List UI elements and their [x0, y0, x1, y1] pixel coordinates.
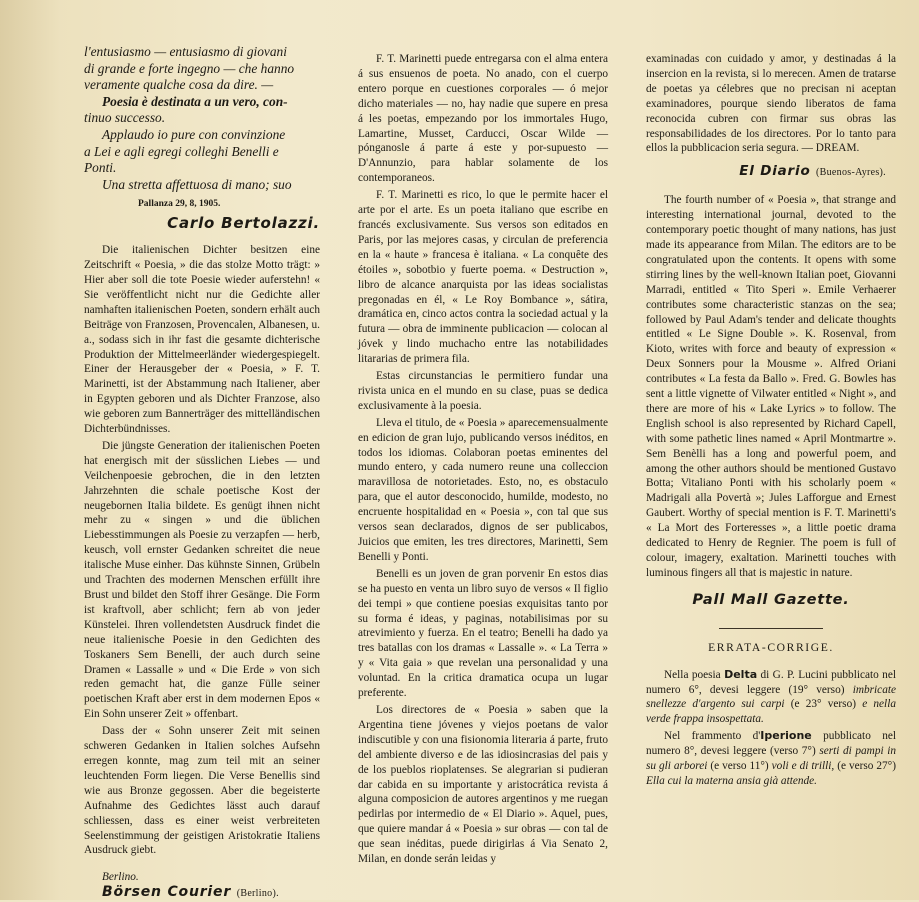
errata-correction: serti di pampi in su gli arborei [646, 745, 896, 773]
errata-correction: voli e di trilli, [771, 760, 835, 773]
errata-text: Nel frammento d' [664, 730, 761, 743]
errata-correction: imbricate snellezze d'argento sui carpi [646, 683, 896, 711]
german-paragraph: Dass der « Sohn unserer Zeit mit seinen schweren Gedanken in Italien solches Aufsehn erregen konnte, mag zum teil mit an seiner leuchtenden Form liegen. Die Verse Benellis sind wie aus Bronze gegossen. Aber die begeisterte Aufnahme des Gedichtes lässt auch darauf schliessen, dass es einer weist verbreiteten Seelenstimmung der geistigen Aristokratie Italiens Ausdruck giebt. [84, 725, 320, 857]
german-paragraph: Die jüngste Generation der italienischen Poeten hat energisch mit der süsslichen Liebes — und Veilchenpoesie gebrochen, die in den letzten Jahrzehnten die schale poetische Kost der neugebornen Italia bildete. Es genügt ihnen nicht mehr zu « singen » und die üblichen Liebesstimmungen als Poesie zu verzapfen — herb, keusch, voll ernster Gedanken schreitet die neue italische Muse einher. Das kühnste Sinnen, Grübeln und Trachten des modernen Menschen erfüllt ihre Brust und bildet den Stoff ihrer Gesänge. Die Form ist kraftvoll, aber schlicht; fern ab von jeder Künstelei. Ihren vollendetsten Ausdruck findet die neue italienische Poesie in den Gedichten des Toskaners Sem Benelli, der auch durch seine Dramen « Lassalle » und « Die Erde » von sich reden gemacht hat, die ganze Fülle seiner poetischen Kraft aber erst in dem modernen Epos « Ein Sohn unserer Zeit » offenbart. [84, 439, 320, 721]
source-place-berlino: Berlino. [102, 871, 139, 884]
poem-line: Applaudo io pure con convinzione [102, 126, 286, 142]
divider [719, 628, 823, 629]
errata-poem-title: Delta [724, 667, 758, 681]
poem-line: tinuo successo. [84, 110, 166, 126]
spanish-paragraph: F. T. Marinetti es rico, lo que le permite hacer el arte por el arte. Es un poeta italiano que escribe en francés exclusivamente. Sus versos son editados en Paris, por las mejores casas, y circulan de preferencia en la « haute » francesa è italiana. « La conquête des étoiles », sobotbio y fuerte poema. « Destruction », libro de alcance anarquista por las ideas socialistas pregonadas en él, « Le Roy Bombance », sátira, dramática en, cinco actos contra la sociedad actual y la futura — obra de imminente publicacion — colocan al jóvek y lindo muchacho entre las notabilidades litararias de primera fila. [358, 189, 608, 366]
errata-text: di G. P. Lucini pubblicato nel numero 6°, devesi leggere (19° verso) [646, 668, 896, 696]
spanish-paragraph: Los directores de « Poesia » saben que la Argentina tiene jóvenes y viejos poetans de valor indiscutible y con una fisionomia literaria á parte, fruto del ambiente diverso e de las idiosincrasias del pais y de los pueblos rioplatenses. Se alegrarian si pudieran dar cabida en su importante y aristocrática revista á alguna composicion de autores argentinos y me ruegan pedirlas por intermedio de « El Diario ». Aquel, pues, que quiere mandar á « Poesia » sur obras — con tal de que sean inéditas, puede dirigirlas á Via Senato 2, Milan, en donde serán leidas y [358, 703, 608, 866]
page-fold-shadow [0, 0, 60, 900]
spanish-paragraph: Estas circunstancias le permitiero fundar una rivista unica en el mundo en su clase, puas se dedica exclusivamente à la poesia. [358, 370, 608, 412]
column-left [84, 44, 320, 901]
errata-text: pubblicato nel numero 8°, devesi leggere (verso 7°) [646, 730, 897, 758]
column-middle [358, 52, 608, 888]
errata-item [646, 729, 896, 789]
dateline: Pallanza 29, 8, 1905. [138, 199, 221, 210]
spanish-paragraph: Benelli es un joven de gran porvenir En estos dias se ha puesto en venta un libro suyo de versos « Il figlio dei tempi » que contiene poesias exquisitas tanto por su forma é ideas, y paginas, notabilisimas por su atrevimiento y fuerza. En el teatro; Benelli ha dado ya tres batallas con los dramas « Lassalle ». « La Terra » y « Vita gaia » que revelan una personalidad y una voluntad. En la critica dramatica ocupa un lugar preferente. [358, 567, 608, 700]
spanish-paragraph: F. T. Marinetti puede entregarsa con el alma entera á sus ensuenos de poeta. No anado, con el cuerpo entero porque en cuestiones corporales — ó mejor dicho materiales — no, hay nadie que supere en presa á les poetas, empezando por los immortales Hugo, Lamartine, Musset, Carducci, Oscar Wilde — pónganosle á parte á este y por-supuesto — D'Annunzio, para hablar solamente de los contemporaneos. [358, 53, 608, 185]
poem-line: veramente qualche cosa da dire. — [84, 77, 274, 93]
errata-item [646, 668, 896, 728]
errata-text: (e verso 27°) [837, 760, 896, 773]
spanish-paragraph-continued: examinadas con cuidado y amor, y destinadas á la insercion en la revista, si lo merecen. Amen de tratarse de poetas ya célebres que no precisan ni aceptan examinadores, pourque siendo liberatos de fama reconocida cubren con firmar sus obras las responsabilidades de los directores. Por lo tanto para ellos la pubblicacion seria segura. — DREAM. [646, 53, 896, 155]
poem-line: a Lei e agli egregi colleghi Benelli e [84, 143, 279, 159]
poem-line: di grande e forte ingegno — che hanno [84, 60, 295, 76]
source-name: Börsen Courier [102, 884, 232, 901]
source-pall-mall-gazette: Pall Mall Gazette. [692, 591, 850, 608]
source-place: (Buenos-Ayres). [816, 167, 886, 179]
source-name: El Diario [739, 163, 811, 180]
errata-heading: ERRATA-CORRIGE. [708, 640, 834, 654]
poem-line: Ponti. [84, 160, 117, 176]
english-paragraph: The fourth number of « Poesia », that strange and interesting international journal, devoted to the contemporary poetic thought of many nations, has just made its appearance from Milan. The editors are to be congratulated upon the contents. It opens with some stirring lines by the well-known Italian poet, Giovanni Marradi, entitled « Tito Speri ». Emile Verhaerer contributes some characteristic stanzas on the sea; followed by Paul Adam's tender and delicate thoughts entitled « Le Signe Double ». K. Rosenval, from Kioto, writes with force and beauty of expression « Deux Sonners pour la Mousme ». Alfred Oriani contributes « La festa da Ballo ». Fred. G. Bowles has sent a little vignette of Vilwater entitled « Night », and there are more of his « Lake Lyrics » to follow. The English school is also represented by Richard Capell, with some pathetic lines named « April Montmartre ». Sem Benèlli has a long and powerful poem, and among the other authors should be mentioned Gustavo Botta; Vitaliano Ponti with his scholarly poem « Madrigali alla Povertà »; Jules Lafforgue and Ernest Gaubert. Worthy of special mention is F. T. Marinetti's « La Mort des Forteresses », a little poetic drama dedicated to Henry de Regnier. The poem is full of colour, imagery, exaltation. Marinetti touches with luminous fingers all that is majestic in nature. [646, 194, 896, 579]
signature-bertolazzi: Carlo Bertolazzi. [167, 214, 320, 233]
german-paragraph: Die italienischen Dichter besitzen eine Zeitschrift « Poesia, » die das stolze Motto trägt: » Hier aber soll die tote Poesie wieder auferstehn! « Sie veröffentlicht nicht nur die Gedichte aller namhaften italienischen Poeten, sondern erhält auch Beiträge von Franzosen, Provencalen, Albanesen, u. a., sodass sich in ihr fast die gesamte dichterische Produktion der Mittelmeerländer wiedergespiegelt. Einer der Herausgeber der « Poesia, » F. T. Marinetti, ist der Abstammung nach Italiener, aber in Egypten geboren und als Dichter Franzose, also wie geboren zum Bannerträger des mittelländischen Dichterbündnisses. [84, 244, 320, 436]
poem-line: Poesia è destinata a un vero, con- [102, 93, 288, 109]
poem-line: Una stretta affettuosa di mano; suo [102, 176, 292, 192]
poem-line: l'entusiasmo — entusiasmo di giovani [84, 44, 287, 59]
column-right [646, 52, 896, 888]
errata-text: (e verso 11°) [710, 760, 769, 773]
errata-poem-title: Iperione [760, 729, 812, 743]
errata-correction: e nella verde frappa insospettata. [646, 698, 896, 726]
spanish-paragraph: Lleva el titulo, de « Poesia » aparecemensualmente en edicion de gran lujo, publicando versos inéditos, en todos los idiomas. Colaboran poetas eminentes del mundo entero, y cada numero reune una colleccion maravillosa de notorietades. Esto, no, es obstaculo para, que el autor desconocido, humilde, modesto, no encruente hospitalidad en « Poesia », con tal que sus versos sean declarados, dignos de ser publicabos, Juicios que emiten, les tres directores, Marinetti, Sem Benelli y Ponti. [358, 416, 608, 563]
source-el-diario [646, 164, 886, 181]
errata-correction: Ella cui la materna ansia già attende. [646, 774, 818, 787]
errata-text: Nella poesia [664, 668, 721, 681]
errata-text: (e 23° verso) [790, 698, 856, 711]
source-borsen-courier [84, 885, 320, 902]
source-place: (Berlino). [236, 888, 279, 900]
